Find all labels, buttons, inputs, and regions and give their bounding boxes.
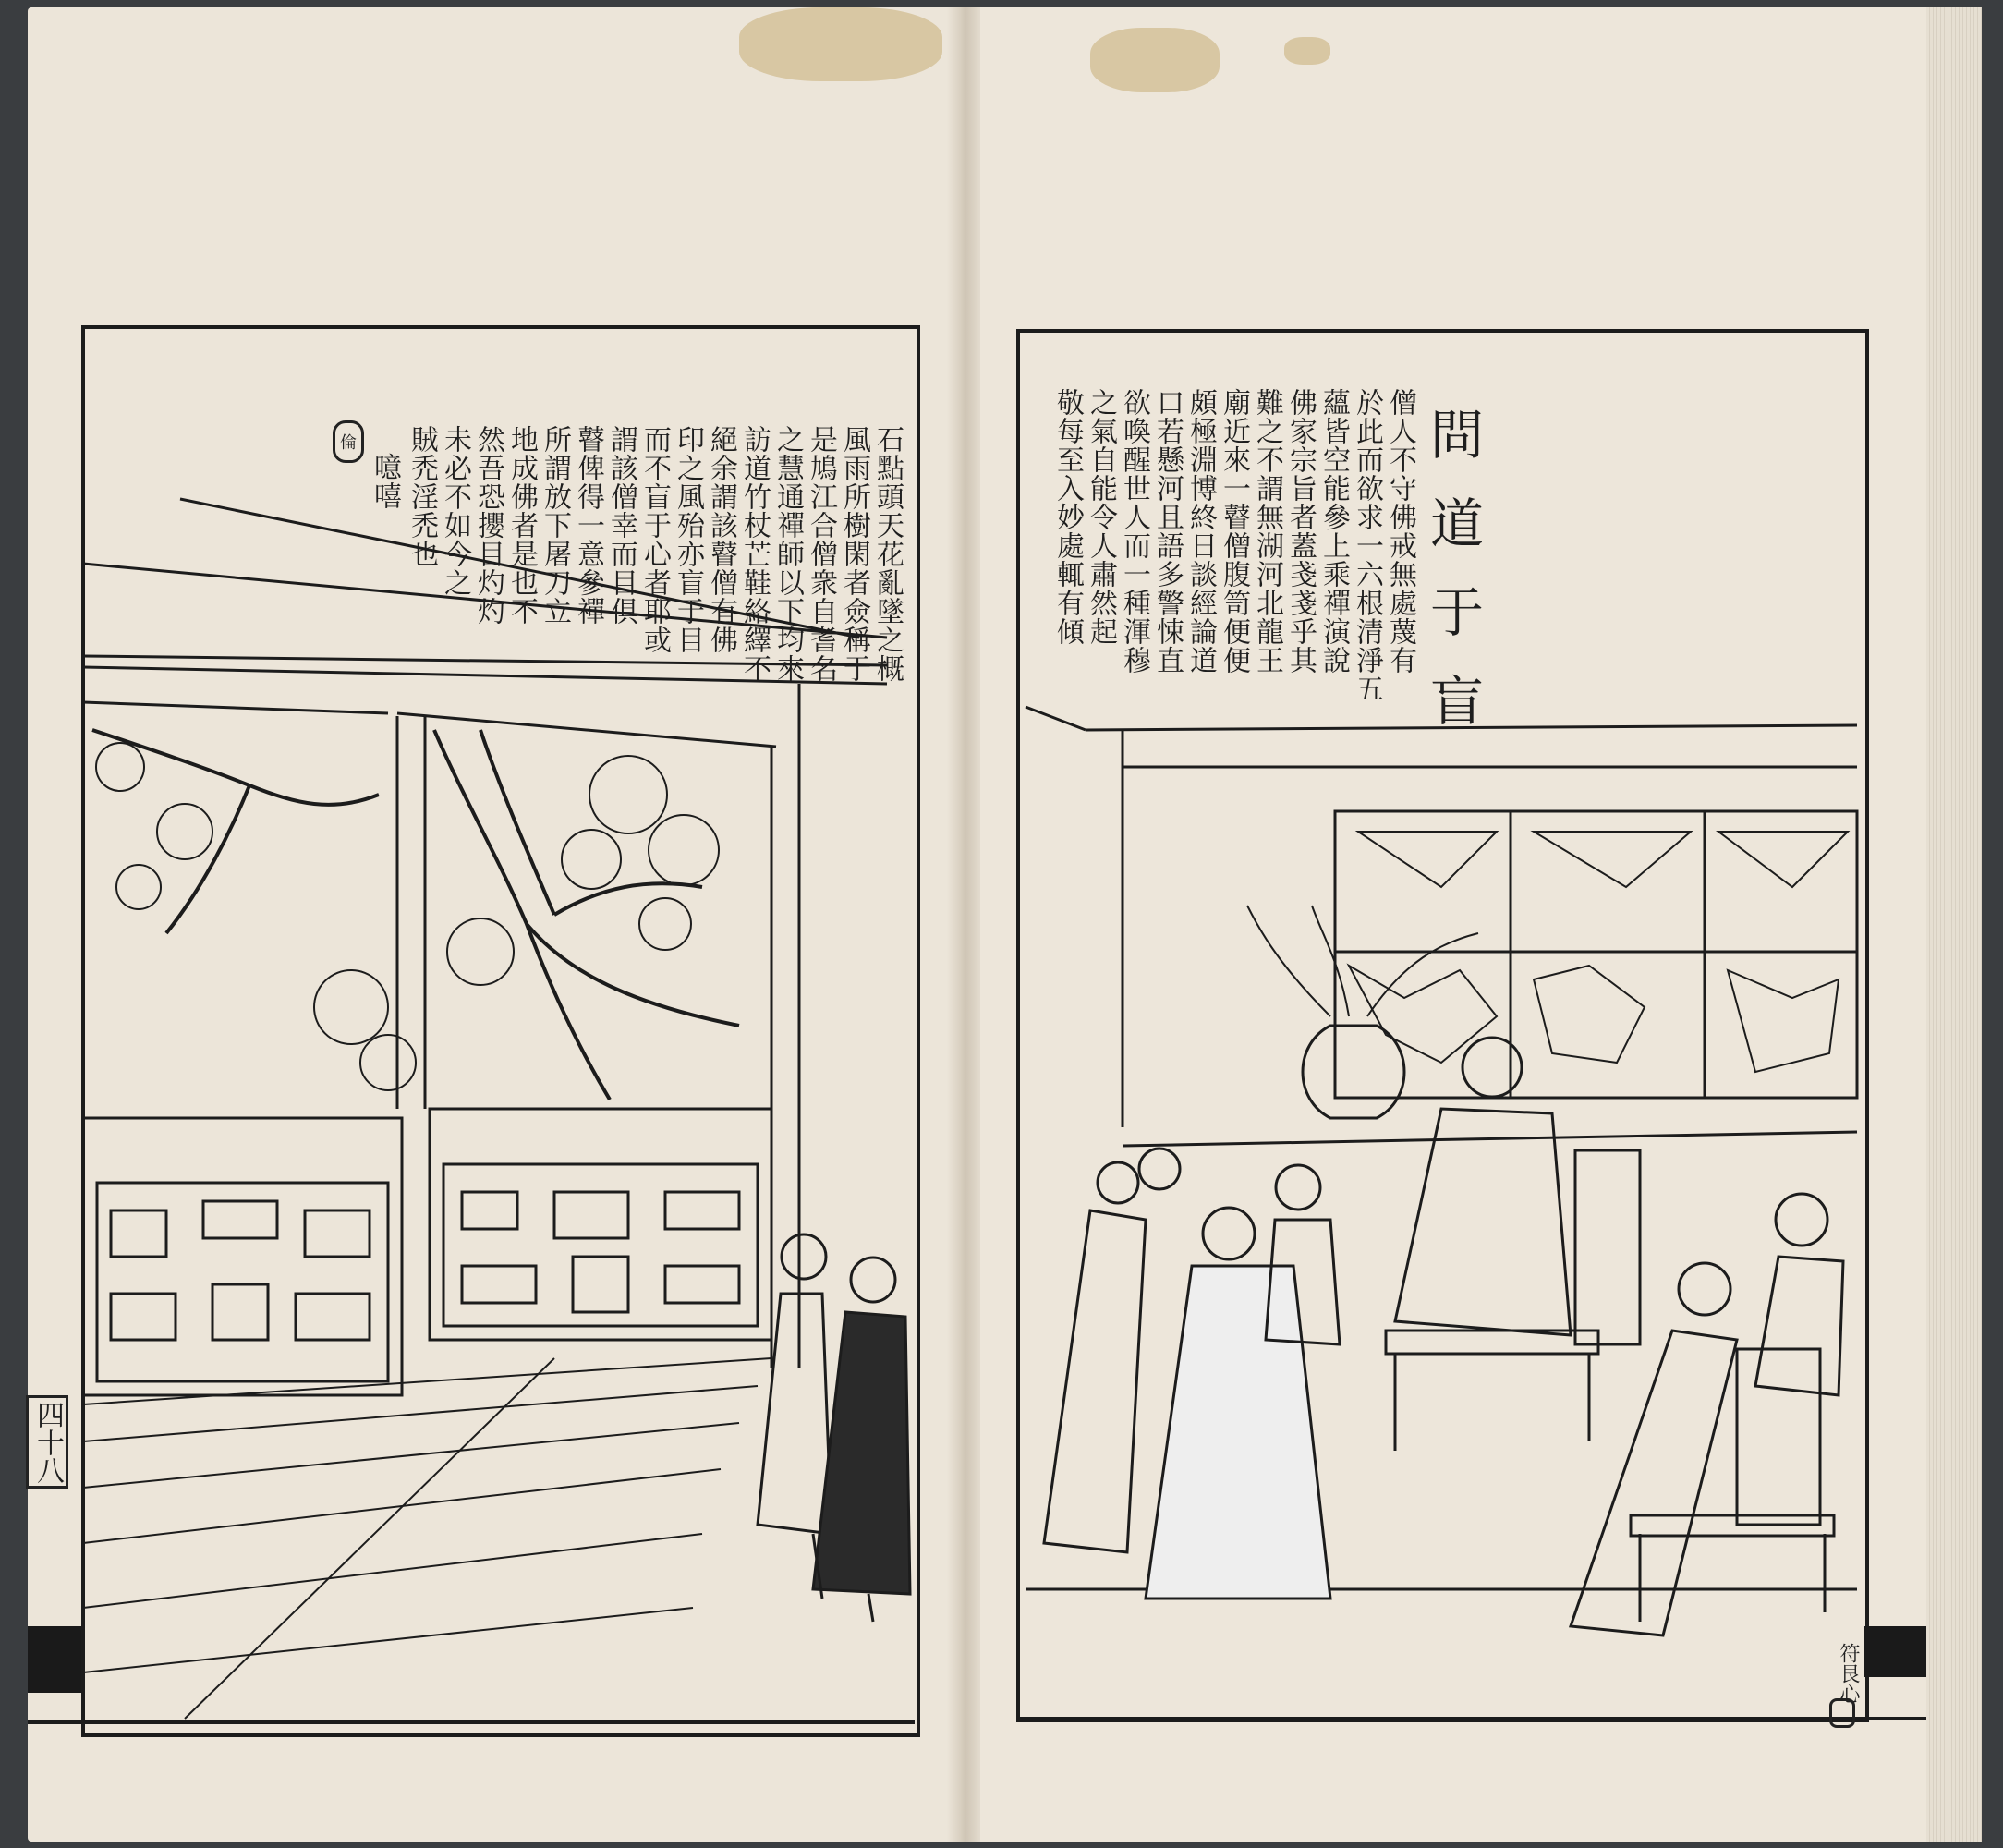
artist-signature: 符艮心 [1837,1643,1860,1704]
left-text-col: 絕余謂該瞽僧有佛 [705,425,737,654]
right-text-col: 之氣自能令人肅然起 [1085,388,1117,646]
artist-seal [1829,1698,1855,1728]
page-number: 四十八 [26,1395,68,1489]
right-vase [1247,906,1478,1118]
right-text-col: 敬每至入妙處輒有傾 [1051,388,1084,646]
left-foliage [96,743,719,1090]
right-text-col: 僧人不守佛戒無處蔑有 [1384,388,1416,675]
right-text-col: 頗極淵博終日談經論道 [1184,388,1217,675]
right-room [1026,707,1857,1589]
left-text-col: 而不盲于心者耶或 [638,425,671,654]
right-text-col: 廟近來一瞽僧腹笥便便 [1218,388,1250,675]
left-text-col: 印之風殆亦盲于目 [672,425,704,654]
left-text-col: 地成佛者是也不 [505,425,538,626]
right-windows [1335,811,1857,1098]
left-railings [83,1109,771,1395]
right-text-col: 蘊皆空能參上乘禪演說 [1317,388,1350,675]
left-text-col: 之慧通禪師以下均來 [771,425,804,683]
left-text-col: 訪道竹杖芒鞋絡繹不 [738,425,771,683]
right-text-col: 欲喚醒世人而一種渾穆 [1118,388,1150,675]
left-text-col: 是鳩江合僧衆自耆名 [805,425,837,683]
right-text-col: 難之不謂無湖河北龍王 [1251,388,1283,675]
left-text-col: 石點頭天花亂墜之概 [871,425,904,683]
left-text-col: 未必不如今之 [439,425,471,597]
left-seal: 倫 [333,420,364,463]
right-text-col: 佛家宗旨者蓋戔戔乎其 [1284,388,1317,675]
page-title: 問道于盲 [1421,407,1484,761]
right-text-col: 口若懸河且語多警悚直 [1151,388,1184,675]
left-text-col: 風雨所樹閑者僉稱于 [838,425,870,683]
left-text-col: 瞽俾得一意參禪 [572,425,604,626]
left-text-col: 然吾恐攖目灼灼 [472,425,504,626]
right-monks [1044,1149,1843,1635]
left-floor [83,1358,771,1719]
left-text-col: 賊禿淫禿也 [406,425,438,568]
right-abbot [1386,1038,1640,1451]
right-text-col: 於此而欲求一六根清淨五 [1351,388,1383,703]
left-tree-branches [92,730,739,1100]
left-text-col: 謂該僧幸而目俱 [605,425,637,626]
left-figures [758,1234,910,1622]
closing-phrase: 噫嘻 [369,453,401,510]
left-text-col: 所謂放下屠刀立 [539,425,571,626]
